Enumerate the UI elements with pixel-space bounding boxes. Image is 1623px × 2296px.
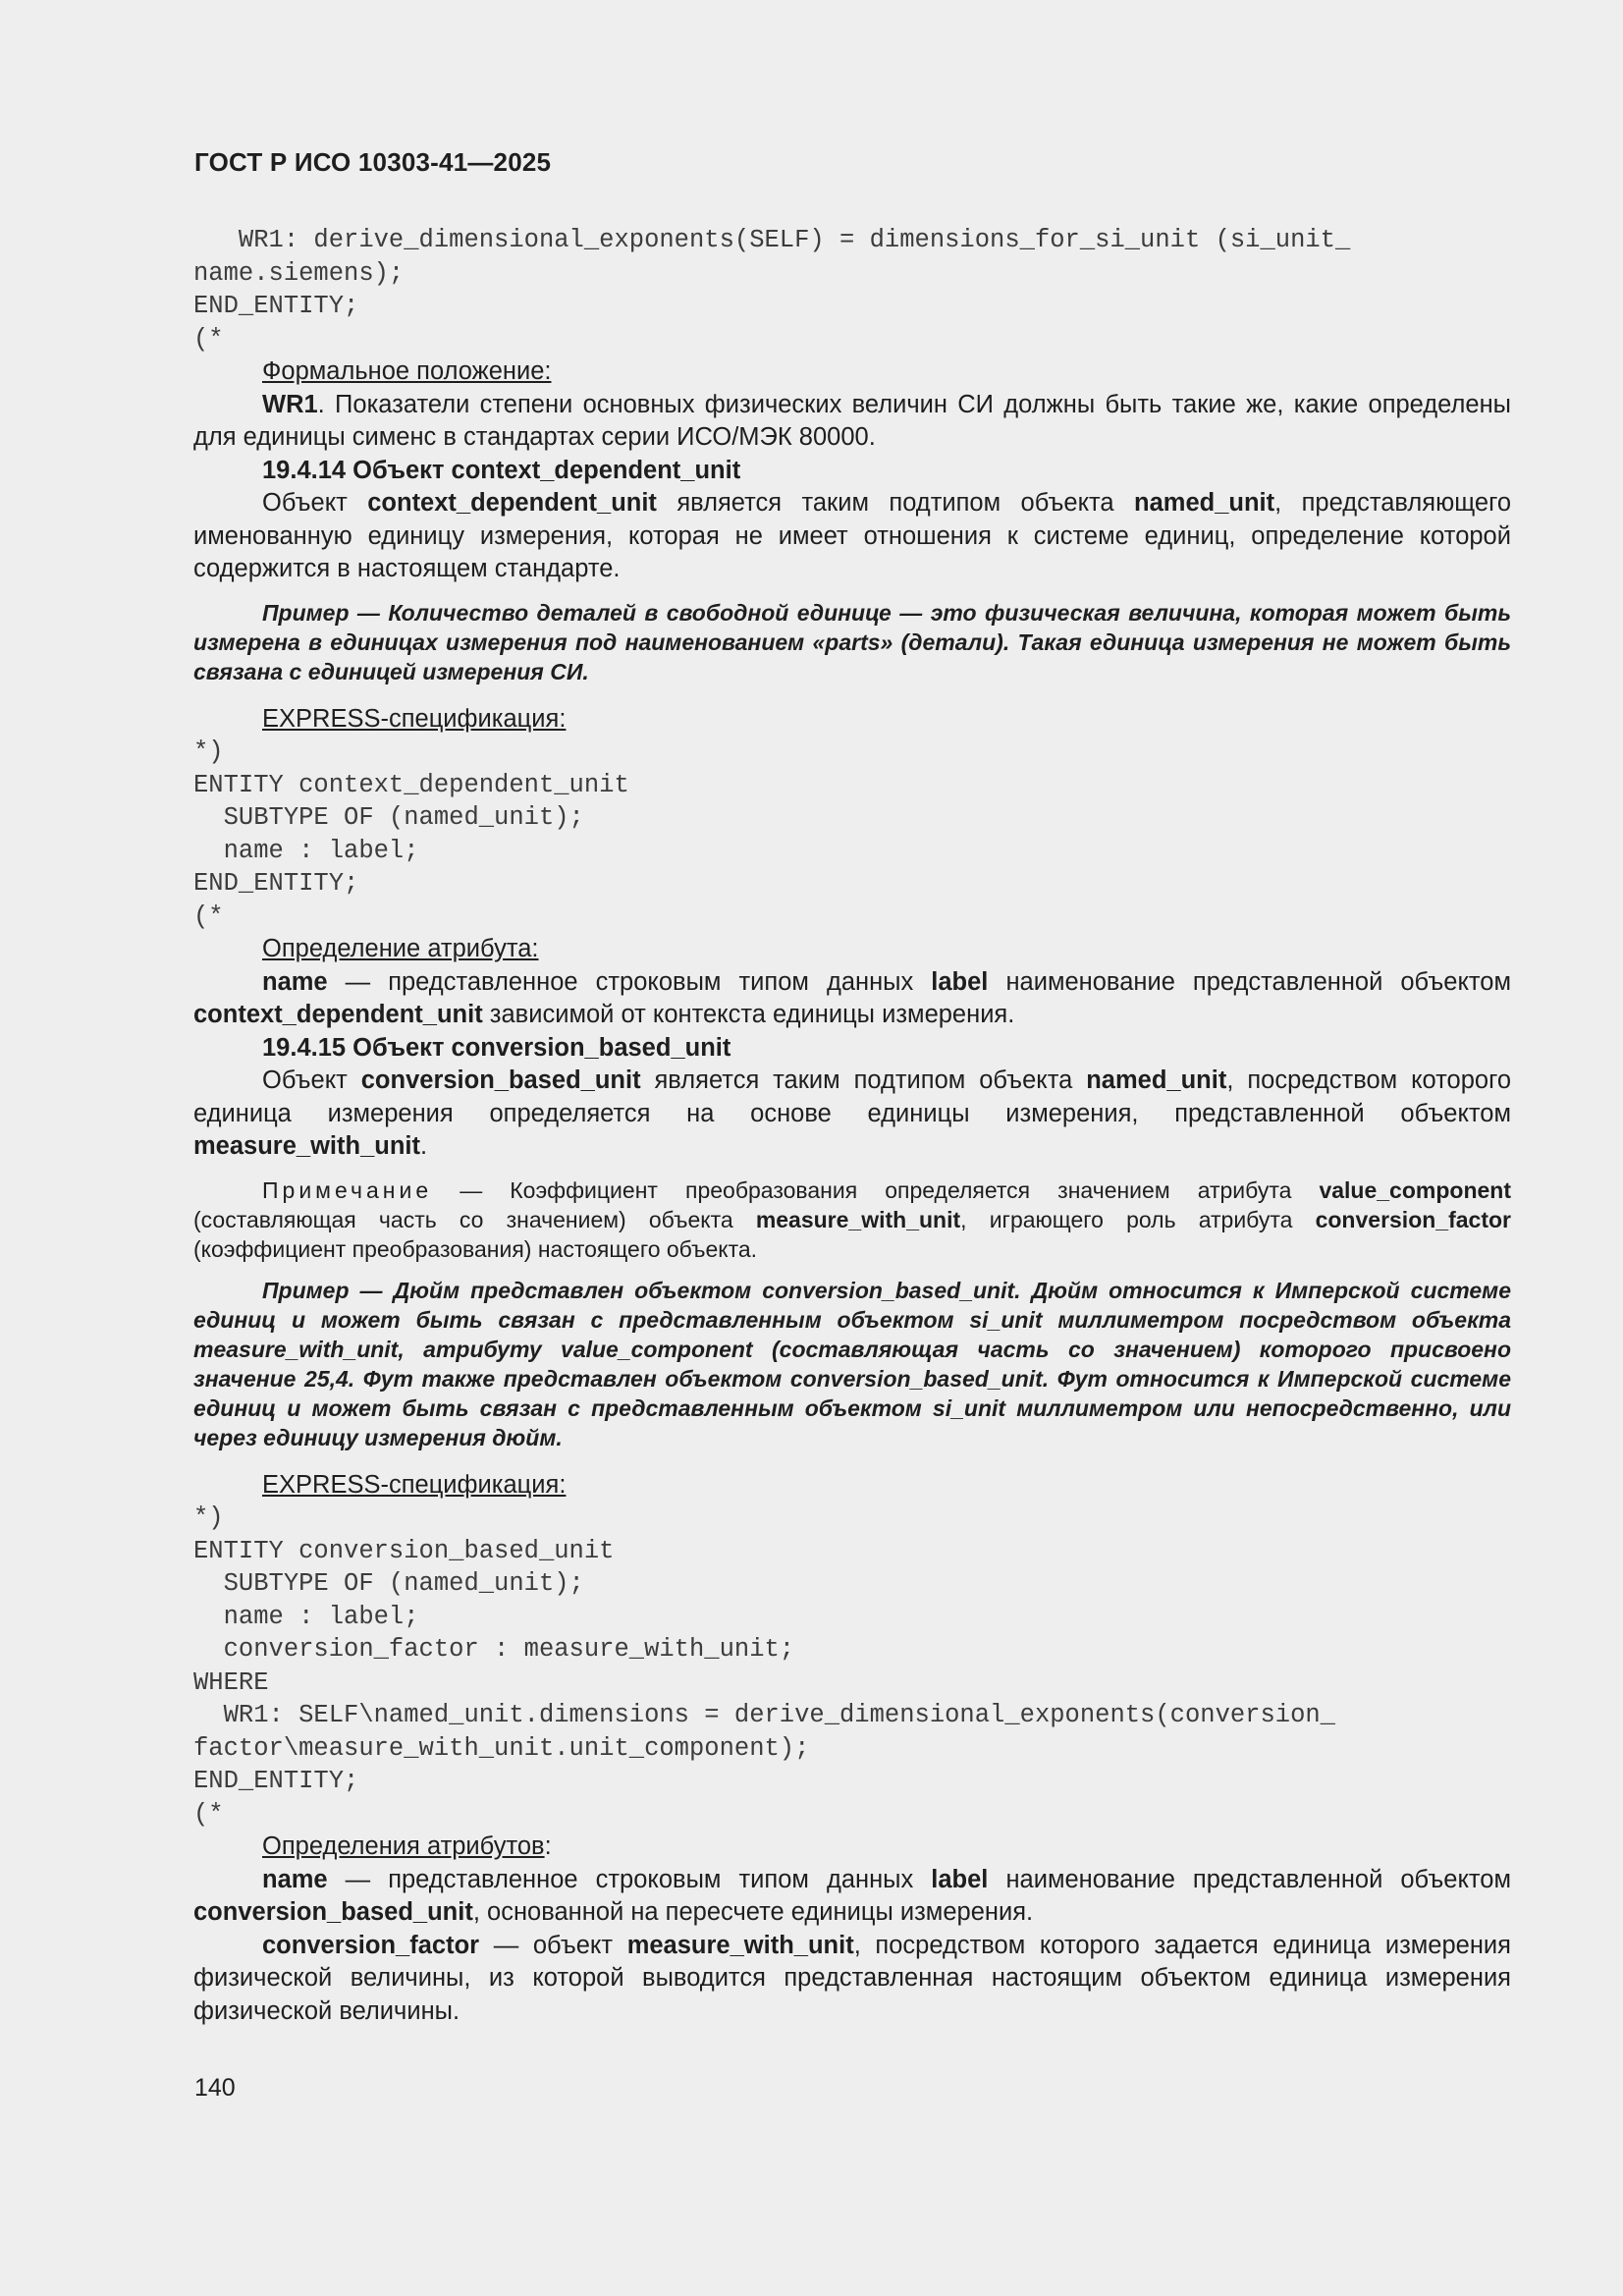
express-label-line — [193, 1469, 1511, 1503]
term: conversion_based_unit — [193, 1898, 473, 1926]
spacer — [193, 686, 1511, 703]
text: является таким подтипом объекта — [640, 1066, 1087, 1094]
paragraph-conversion-factor-attribute — [193, 1930, 1511, 2029]
attr-defs-colon: : — [544, 1832, 552, 1860]
text: Объект — [262, 489, 368, 517]
term: measure_with_unit — [755, 1206, 961, 1232]
term: label — [931, 1865, 989, 1893]
spacer — [193, 1452, 1511, 1469]
term: conversion_factor — [1315, 1206, 1511, 1232]
spacer — [193, 1264, 1511, 1276]
code-block-wr1: WR1: derive_dimensional_exponents(SELF) = dimensions_for_si_unit (si_unit_ name.siemens); END_ENTITY; (* — [193, 226, 1351, 354]
term: conversion_factor — [262, 1931, 480, 1959]
paragraph-name-attribute — [193, 1864, 1511, 1930]
term: named_unit — [1134, 489, 1275, 517]
attr-defs-label: Определения атрибутов — [262, 1832, 545, 1860]
paragraph-context-dependent-unit — [193, 487, 1511, 586]
term: context_dependent_unit — [367, 489, 657, 517]
spacer — [193, 586, 1511, 598]
example-parts: Пример — Количество деталей в свободной единице — это физическая величина, которая может быть измерена в единицах измерения под наименованием «parts» (детали). Такая единица измерения не может быть связана с единицей измерения СИ. — [193, 599, 1511, 684]
code-block-context-dependent-unit: *) ENTITY context_dependent_unit SUBTYPE OF (named_unit); name : label; END_ENTITY; (* — [193, 738, 629, 931]
attr-defs-label-line — [193, 1831, 1511, 1864]
text: наименование представленной объектом — [988, 967, 1511, 996]
section-heading-19-4-15: 19.4.15 Объект conversion_based_unit — [262, 1033, 731, 1062]
text: — представленное строковым типом данных — [327, 967, 932, 996]
term: context_dependent_unit — [193, 1001, 483, 1028]
text: . — [419, 1132, 428, 1160]
attr-def-label: Определение атрибута: — [262, 935, 539, 962]
text: (коэффициент преобразования) настоящего объекта. — [193, 1235, 758, 1262]
document-header: ГОСТ Р ИСО 10303-41—2025 — [194, 147, 552, 177]
text: (составляющая часть со значением) объекта — [193, 1206, 756, 1232]
text: , посредством которого единица измерения определяется на основе единицы измерения, представленной объектом — [193, 1066, 1511, 1127]
text: , представляющего именованную единицу измерения, которая не имеет отношения к системе единиц, определение которой содержится в настоящем стандарте. — [193, 489, 1511, 582]
term: name — [262, 967, 328, 996]
note-conversion-factor — [193, 1175, 1511, 1264]
text: зависимой от контекста единицы измерения. — [482, 1001, 1015, 1028]
term: named_unit — [1086, 1066, 1227, 1094]
attr-def-label-line — [193, 933, 1511, 966]
code-block-conversion-based-unit: *) ENTITY conversion_based_unit SUBTYPE OF (named_unit); name : label; conversion_factor : measure_with_unit; WHERE WR1: SELF\named_unit.dimensions = derive_dimensional_exponents(conversion_ factor\measure_with_unit.unit_component); END_ENTITY; (* — [193, 1503, 1335, 1829]
wr1-paragraph — [193, 389, 1511, 455]
example-inch: Пример — Дюйм представлен объектом conversion_based_unit. Дюйм относится к Имперской системе единиц и может быть связан с представленным объектом si_unit миллиметром посредством объекта measure_with_unit, атрибуту value_component (составляющая часть со значением) которого присвоено значение 25,4. Фут также представлен объектом conversion_based_unit. Фут относится к Имперской системе единиц и может быть связан с представленным объектом si_unit миллиметром или непосредственно, или через единицу измерения дюйм. — [193, 1277, 1511, 1450]
formal-label: Формальное положение: — [262, 357, 552, 385]
page-body — [193, 224, 1511, 2028]
term: value_component — [1319, 1176, 1511, 1203]
term: label — [931, 967, 989, 996]
wr1-term: WR1 — [262, 390, 318, 418]
term: name — [262, 1865, 328, 1893]
term: conversion_based_unit — [360, 1066, 641, 1094]
section-heading-19-4-14: 19.4.14 Объект context_dependent_unit — [262, 456, 741, 484]
express-label: EXPRESS-спецификация: — [262, 1470, 567, 1499]
term: measure_with_unit — [193, 1132, 420, 1160]
note-label: Примечание — [262, 1176, 433, 1203]
paragraph-name-attribute — [193, 966, 1511, 1032]
page-number: 140 — [194, 2074, 236, 2102]
text: — представленное строковым типом данных — [327, 1865, 932, 1893]
text: является таким подтипом объекта — [656, 489, 1135, 517]
express-label-line — [193, 703, 1511, 737]
text: , посредством которого задается единица измерения физической величины, из которой выводится представленная настоящим объектом единица измерения физической величины. — [193, 1931, 1511, 2025]
spacer — [193, 1164, 1511, 1175]
term: measure_with_unit — [626, 1931, 854, 1959]
formal-label-line — [193, 355, 1511, 389]
express-label: EXPRESS-спецификация: — [262, 704, 567, 733]
text: наименование представленной объектом — [988, 1865, 1511, 1893]
wr1-text: . Показатели степени основных физических величин СИ должны быть такие же, какие определены для единицы сименс в стандартах серии ИСО/МЭК 80000. — [193, 390, 1511, 451]
text: Объект — [262, 1066, 361, 1094]
text: — Коэффициент преобразования определяется значением атрибута — [432, 1176, 1320, 1203]
text: — объект — [479, 1931, 627, 1959]
paragraph-conversion-based-unit — [193, 1065, 1511, 1164]
text: , играющего роль атрибута — [960, 1206, 1316, 1232]
text: , основанной на пересчете единицы измерения. — [472, 1898, 1034, 1926]
